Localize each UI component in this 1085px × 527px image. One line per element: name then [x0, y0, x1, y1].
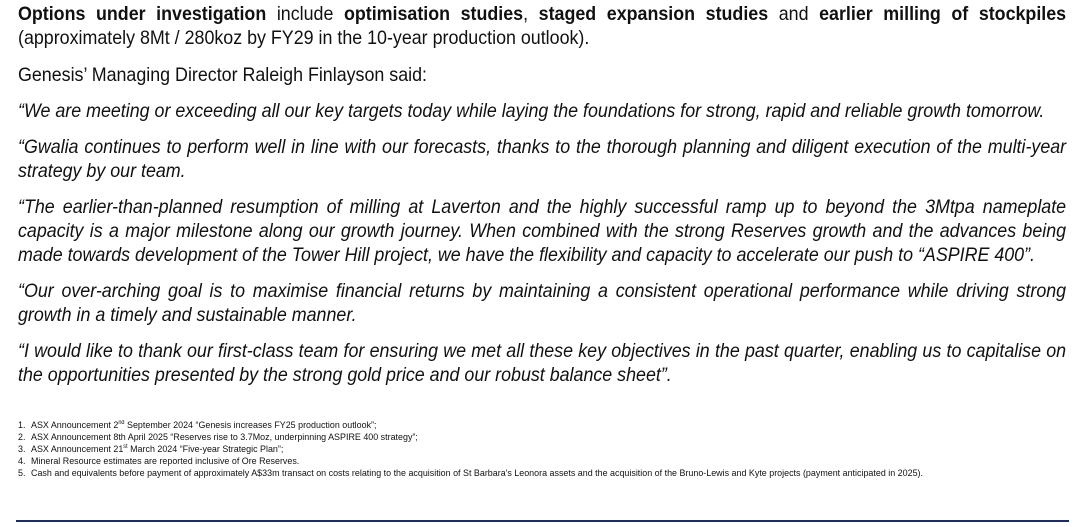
footnote-text-post: March 2024 “Five-year Strategic Plan”;: [127, 444, 284, 455]
option-optimisation: optimisation studies: [343, 4, 524, 25]
footnote-number: 4.: [18, 456, 26, 467]
footnote-text: [31, 420, 376, 432]
footnote-text-post: September 2024 “Genesis increases FY25 production outlook”;: [124, 420, 377, 431]
footnote-text: Mineral Resource estimates are reported inclusive of Ore Reserves.: [31, 456, 300, 467]
footnote-2: [18, 432, 1004, 444]
quote-5: “I would like to thank our first-class team for ensuring we met all these key objectives in the past quarter, enabling us to capitalise on the opportunities presented by the strong gold price and our robust balance sheet”.: [18, 341, 1067, 386]
quote-3: “The earlier-than-planned resumption of milling at Laverton and the highly successful ramp up to beyond the 3Mtpa nameplate capacity is a major milestone along our growth journey. When combined with the strong Reserves growth and the advances being made towards development of the Tower Hill project, we have the flexibility and capacity to accelerate our push to “ASPIRE 400”.: [18, 197, 1067, 266]
quote-2: “Gwalia continues to perform well in line with our forecasts, thanks to the thorough planning and diligent execution of the multi-year strategy by our team.: [18, 137, 1067, 182]
footnote-text: Cash and equivalents before payment of approximately A$33m transact on costs relating to the acquisition of St Barbara's Leonora assets and the acquisition of the Bruno-Lewis and Kyte projects (payment anticipated in 2025).: [31, 468, 923, 479]
footnote-text: ASX Announcement 8th April 2025 “Reserves rise to 3.7Moz, underpinning ASPIRE 400 strategy”;: [31, 432, 418, 443]
footnote-4: [18, 456, 1004, 468]
quote-4: “Our over-arching goal is to maximise financial returns by maintaining a consistent operational performance while driving strong growth in a timely and sustainable manner.: [18, 281, 1067, 326]
intro-rest: (approximately 8Mt / 280koz by FY29 in the 10-year production outlook).: [18, 28, 590, 49]
footnote-3: [18, 444, 1004, 456]
footnote-number: 5.: [18, 468, 26, 479]
footnote-number: 1.: [18, 420, 26, 431]
footer-divider: [16, 520, 1069, 522]
footnote-text-pre: ASX Announcement 21: [31, 444, 124, 455]
attribution: Genesis’ Managing Director Raleigh Finlayson said:: [18, 65, 427, 86]
footnote-number: 2.: [18, 432, 26, 443]
footnote-ordinal: st: [123, 444, 128, 450]
footnote-5: [18, 468, 1004, 480]
footnote-text-pre: ASX Announcement 2: [31, 420, 119, 431]
footnote-ordinal: nd: [118, 420, 125, 426]
footnote-1: [18, 420, 1004, 432]
comma-separator: ,: [523, 4, 539, 25]
quote-1: “We are meeting or exceeding all our key targets today while laying the foundations for strong, rapid and reliable growth tomorrow.: [18, 101, 1045, 122]
footnote-text: [31, 444, 283, 456]
option-earlier-milling: earlier milling of stockpiles: [819, 4, 1067, 25]
intro-paragraph: [18, 3, 1066, 51]
include-word: include: [266, 4, 344, 25]
options-label: Options under investigation: [18, 4, 267, 25]
and-word: and: [768, 4, 820, 25]
option-staged-expansion: staged expansion studies: [538, 4, 769, 25]
footnote-number: 3.: [18, 444, 26, 455]
document-body: [18, 3, 1066, 400]
footnotes: [18, 420, 1004, 480]
